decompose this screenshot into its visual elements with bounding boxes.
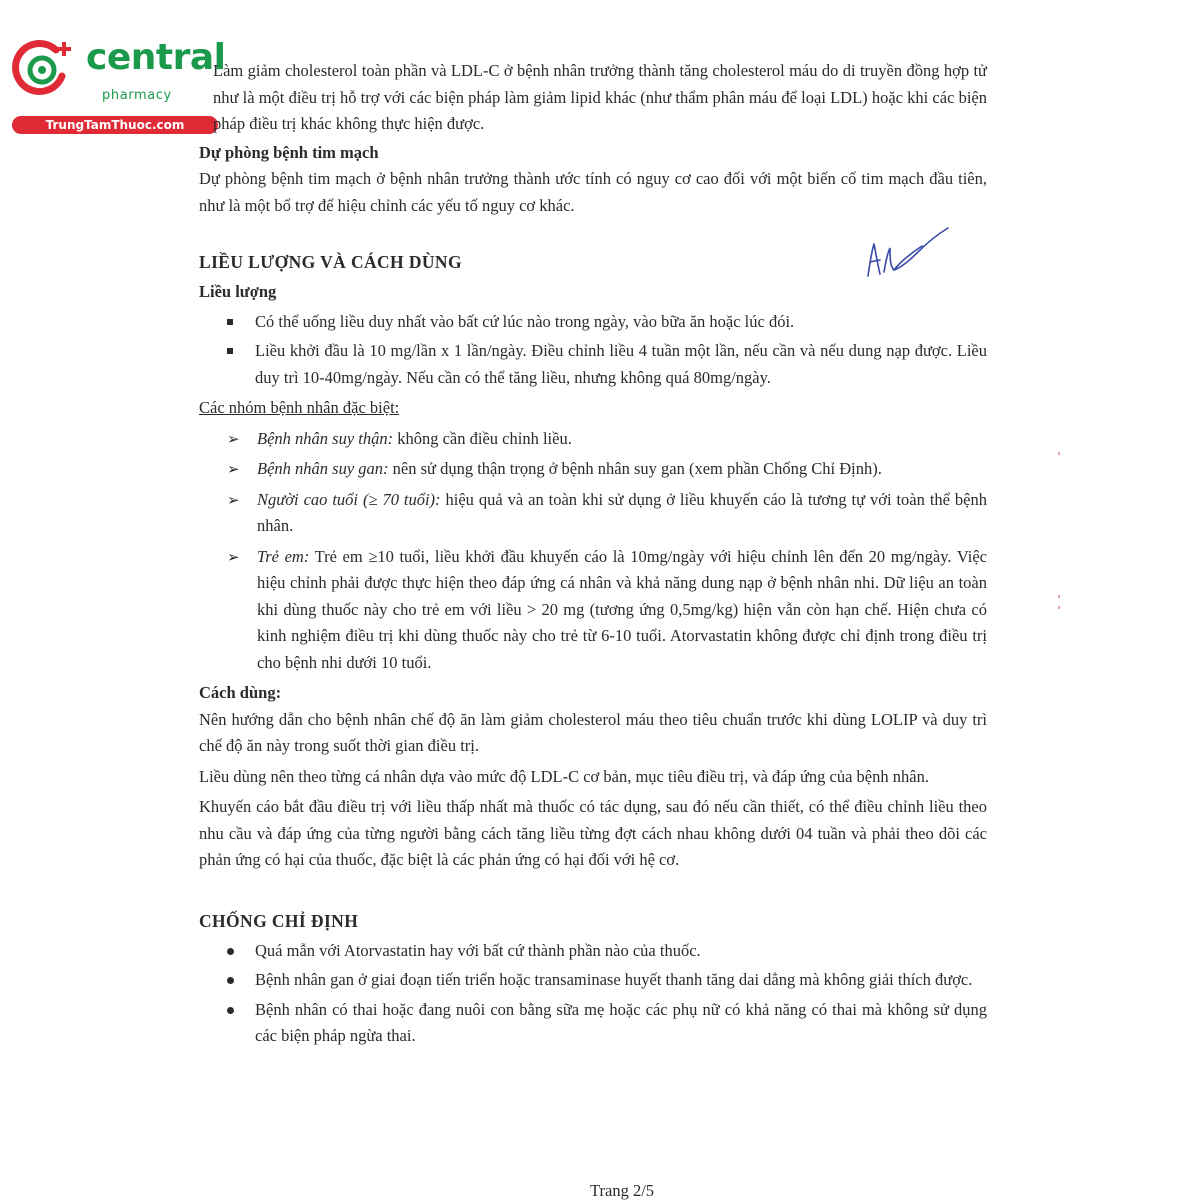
group-text: không cần điều chỉnh liều. (393, 428, 572, 448)
group-text: nên sử dụng thận trọng ở bệnh nhân suy gan (xem phần Chống Chỉ Định). (388, 459, 882, 478)
list-item (199, 544, 987, 677)
group-label: Trẻ em: (257, 546, 310, 566)
usage-paragraph: Nên hướng dẫn cho bệnh nhân chế độ ăn làm giảm cholesterol máu theo tiêu chuẩn trước khi dùng LOLIP và duy trì chế độ ăn này trong suốt thời gian điều trị. (199, 709, 987, 755)
dose-heading: Liều lượng (199, 282, 277, 301)
list-item: Bệnh nhân gan ở giai đoạn tiến triển hoặc transaminase huyết thanh tăng dai dẳng mà không giải thích được. (199, 967, 987, 994)
document-body (199, 58, 987, 1050)
list-item (199, 456, 987, 483)
list-item: Liều khởi đầu là 10 mg/lần x 1 lần/ngày. Điều chỉnh liều 4 tuần một lần, nếu cần và nếu dung nạp được. Liều duy trì 10-40mg/ngày. Nếu cần có thể tăng liều, nhưng không quá 80mg/ngày. (199, 338, 987, 391)
edge-mark (1058, 606, 1060, 609)
list-item (199, 487, 987, 540)
logo-subtitle: pharmacy (102, 88, 172, 103)
list-item (199, 426, 987, 453)
list-item: Có thể uống liều duy nhất vào bất cứ lúc nào trong ngày, vào bữa ăn hoặc lúc đói. (199, 309, 987, 336)
group-label: Người cao tuổi (≥ 70 tuổi): (257, 489, 441, 509)
edge-mark (1058, 595, 1060, 598)
page-number: Trang 2/5 (590, 1181, 655, 1200)
list-item: Bệnh nhân có thai hoặc đang nuôi con bằng sữa mẹ hoặc các phụ nữ có khả năng có thai mà không sử dụng các biện pháp ngừa thai. (199, 997, 987, 1050)
list-item: Quá mẫn với Atorvastatin hay với bất cứ thành phần nào của thuốc. (199, 938, 987, 965)
logo-url-banner: TrungTamThuoc.com (12, 116, 218, 134)
pharmacy-cross-ring-icon (12, 38, 74, 100)
contraindications-title: CHỐNG CHỈ ĐỊNH (199, 910, 359, 931)
edge-mark (1058, 452, 1060, 455)
contraindications-list (199, 938, 987, 1050)
usage-paragraph: Liều dùng nên theo từng cá nhân dựa vào mức độ LDL-C cơ bản, mục tiêu điều trị, và đáp ứng của bệnh nhân. (199, 766, 929, 786)
group-label: Bệnh nhân suy thận: (257, 428, 394, 448)
dosage-section-title: LIỀU LƯỢNG VÀ CÁCH DÙNG (199, 252, 462, 272)
usage-heading: Cách dùng: (199, 683, 282, 702)
cv-prevention-paragraph: Dự phòng bệnh tim mạch ở bệnh nhân trưởng thành ước tính có nguy cơ cao đối với một biến cố tim mạch đầu tiên, như là một bổ trợ để hiệu chỉnh các yếu tố nguy cơ khác. (199, 169, 987, 215)
central-pharmacy-logo (10, 36, 226, 136)
group-text: hiệu quả và an toàn khi sử dụng ở liều khuyến cáo là tương tự với toàn thể bệnh nhân. (257, 489, 987, 535)
group-label: Bệnh nhân suy gan: (257, 459, 389, 478)
usage-paragraph: Khuyến cáo bắt đầu điều trị với liều thấp nhất mà thuốc có tác dụng, sau đó nếu cần thiết, có thể điều chỉnh liều theo nhu cầu và đáp ứng của từng người bằng cách tăng liều từng đợt cách nhau không dưới 04 tuần và phải theo dõi các phản ứng có hại của thuốc, đặc biệt là các phản ứng có hại đối với hệ cơ. (199, 797, 987, 869)
group-text: Trẻ em ≥10 tuổi, liều khởi đầu khuyến cáo là 10mg/ngày với hiệu chỉnh lên đến 20 mg/ngày. Việc hiệu chỉnh phải được thực hiện theo đáp ứng cá nhân và khả năng dung nạp ở bệnh nhân nhi. Dữ liệu an toàn khi dùng thuốc này cho trẻ em với liều > 20 mg (tương ứng 0,5mg/kg) hiện vẫn còn hạn chế. Hiện chưa có kinh nghiệm điều trị khi dùng thuốc này cho trẻ từ 6-10 tuổi. Atorvastatin không được chỉ định trong điều trị cho bệnh nhi dưới 10 tuổi. (257, 546, 987, 672)
intro-paragraph: Làm giảm cholesterol toàn phần và LDL-C ở bệnh nhân trưởng thành tăng cholesterol máu do di truyền đồng hợp tử như là một điều trị hỗ trợ với các biện pháp làm giảm lipid khác (như thẩm phân máu để loại LDL) hoặc khi các biện pháp điều trị khác không thực hiện được. (213, 61, 987, 133)
special-groups-list (199, 426, 987, 677)
cv-prevention-heading: Dự phòng bệnh tim mạch (199, 142, 379, 162)
logo-name: central (86, 37, 226, 78)
special-groups-heading: Các nhóm bệnh nhân đặc biệt: (199, 398, 400, 417)
dose-list (199, 309, 987, 392)
